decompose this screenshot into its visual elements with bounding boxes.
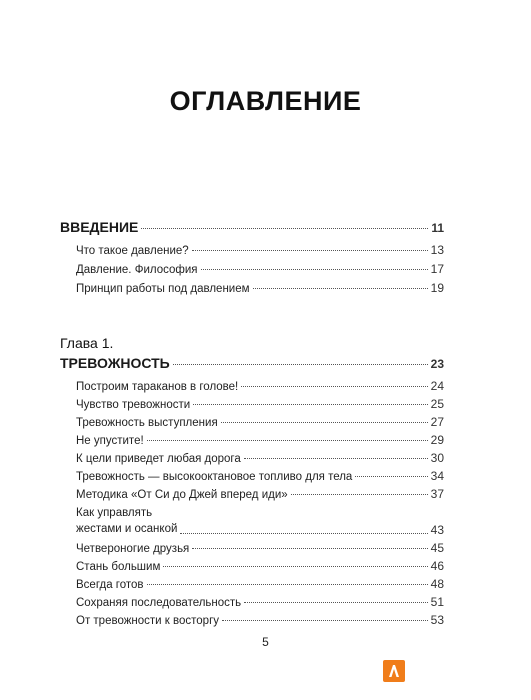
toc-page-number: 11 xyxy=(431,221,444,235)
toc-page-number: 24 xyxy=(430,379,444,393)
toc-entry-label xyxy=(76,505,177,537)
toc-page-number: 27 xyxy=(430,415,444,429)
dot-leader xyxy=(253,287,428,289)
chapter-label: Глава 1. xyxy=(60,335,114,351)
toc-entry-label: К цели приведет любая дорога xyxy=(76,453,241,465)
dot-leader xyxy=(221,421,428,423)
toc-entry-label: От тревожности к восторгу xyxy=(76,615,220,627)
toc-entry[interactable] xyxy=(76,397,444,411)
toc-section-label: ВВЕДЕНИЕ xyxy=(60,219,139,235)
toc-entry[interactable] xyxy=(76,559,444,573)
dot-leader xyxy=(241,385,427,387)
toc-entry-label: Давление. Философия xyxy=(76,264,198,276)
toc-entry[interactable] xyxy=(76,469,444,483)
page-number: 5 xyxy=(262,635,269,649)
toc-page-number: 48 xyxy=(430,577,444,591)
toc-page-number: 19 xyxy=(430,281,444,295)
toc-entry-label: Всегда готов xyxy=(76,579,144,591)
toc-entry[interactable] xyxy=(76,433,444,447)
toc-page-number: 29 xyxy=(430,433,444,447)
toc-entry[interactable] xyxy=(76,613,444,627)
publisher-logo-glyph xyxy=(383,660,405,682)
toc-entry-label-line1: Как управлять xyxy=(76,507,153,519)
toc-section-label: ТРЕВОЖНОСТЬ xyxy=(60,355,170,371)
toc-entry-label: Тревожность выступления xyxy=(76,417,218,429)
dot-leader xyxy=(147,439,428,441)
dot-leader xyxy=(222,619,428,621)
toc-section-intro[interactable] xyxy=(60,219,444,235)
dot-leader xyxy=(193,403,427,405)
toc-entry[interactable] xyxy=(76,262,444,276)
dot-leader xyxy=(141,227,428,229)
toc-entry-label: Сохраняя последовательность xyxy=(76,597,242,609)
dot-leader xyxy=(163,565,427,567)
toc-page-number: 34 xyxy=(430,469,444,483)
toc-entry[interactable] xyxy=(76,487,444,501)
dot-leader xyxy=(147,583,428,585)
dot-leader xyxy=(192,547,427,549)
toc-entry-label: Чувство тревожности xyxy=(76,399,191,411)
toc-entry-label: Стань большим xyxy=(76,561,161,573)
toc-page-number: 45 xyxy=(430,541,444,555)
toc-entry[interactable] xyxy=(76,577,444,591)
toc-entry-label: Не упустите! xyxy=(76,435,144,447)
toc-entry-label: Принцип работы под давлением xyxy=(76,283,250,295)
toc-entry[interactable] xyxy=(76,505,444,537)
toc-entry[interactable] xyxy=(76,415,444,429)
toc-section-chapter1[interactable] xyxy=(60,355,444,371)
toc-page-number: 23 xyxy=(430,357,444,371)
toc-entry[interactable] xyxy=(76,541,444,555)
toc-page-number: 25 xyxy=(430,397,444,411)
dot-leader xyxy=(173,363,428,365)
page-title: ОГЛАВЛЕНИЕ xyxy=(169,86,362,116)
toc-entry[interactable] xyxy=(76,243,444,257)
dot-leader xyxy=(201,268,428,270)
toc-page-number: 46 xyxy=(430,559,444,573)
toc-page-number: 37 xyxy=(430,487,444,501)
toc-entry[interactable] xyxy=(76,281,444,295)
dot-leader xyxy=(291,493,428,495)
toc-entry-label: Четвероногие друзья xyxy=(76,543,190,555)
toc-page-number: 53 xyxy=(430,613,444,627)
toc-entry-label-line2: жестами и осанкой xyxy=(76,523,178,535)
toc-entry-label: Тревожность — высокооктановое топливо для тела xyxy=(76,471,353,483)
toc-entry-label: Построим тараканов в голове! xyxy=(76,381,239,393)
toc-page-number: 51 xyxy=(430,595,444,609)
toc-page-number: 13 xyxy=(430,243,444,257)
publisher-logo-icon xyxy=(383,660,405,682)
toc-entry[interactable] xyxy=(76,379,444,393)
toc-entry-label: Методика «От Си до Джей вперед иди» xyxy=(76,489,288,501)
toc-entry[interactable] xyxy=(76,451,444,465)
toc-page-number: 30 xyxy=(430,451,444,465)
toc-page-number: 17 xyxy=(430,262,444,276)
dot-leader xyxy=(244,457,428,459)
toc-entry[interactable] xyxy=(76,595,444,609)
dot-leader xyxy=(180,532,427,534)
toc-entry-label: Что такое давление? xyxy=(76,245,189,257)
dot-leader xyxy=(192,249,428,251)
dot-leader xyxy=(355,475,427,477)
dot-leader xyxy=(244,601,427,603)
toc-page-number: 43 xyxy=(430,523,444,537)
